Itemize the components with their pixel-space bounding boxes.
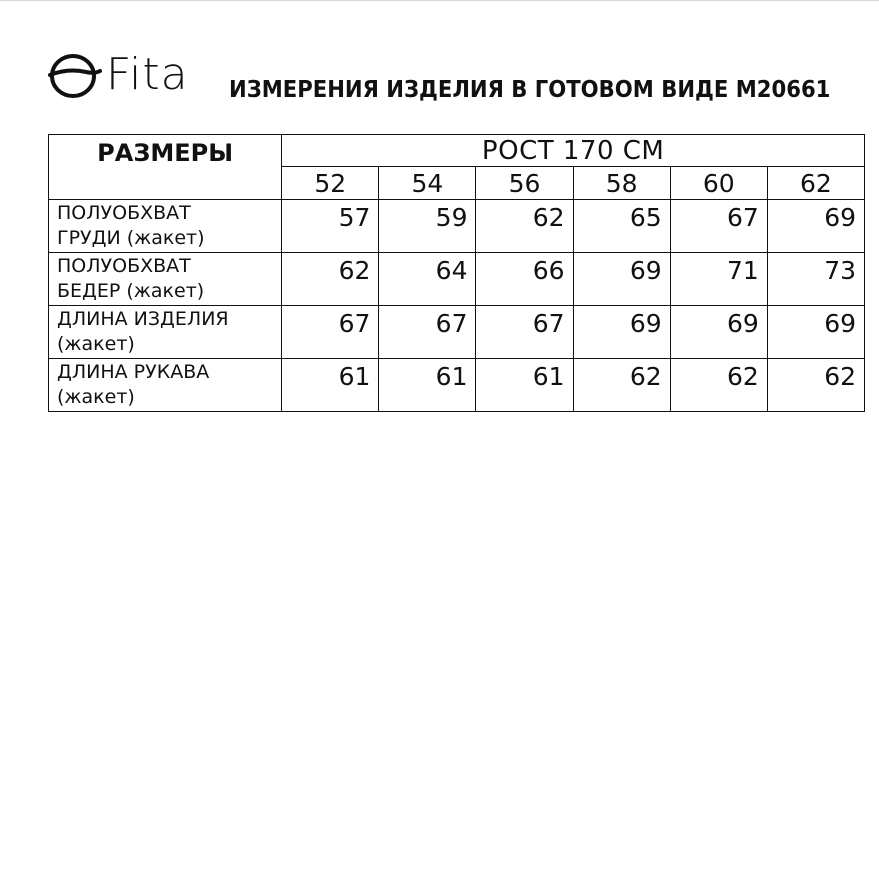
- value-cell: 67: [670, 200, 767, 253]
- row-label-line: ПОЛУОБХВАТ: [57, 202, 191, 224]
- value-cell: 65: [573, 200, 670, 253]
- measurements-table: [48, 134, 865, 412]
- row-label-line: ГРУДИ (жакет): [57, 227, 205, 249]
- value-cell: 67: [282, 306, 379, 359]
- value-cell: 66: [476, 253, 573, 306]
- table-row: [49, 253, 865, 306]
- brand-name: Fita: [106, 49, 189, 100]
- value-cell: 69: [670, 306, 767, 359]
- value-cell: 69: [573, 306, 670, 359]
- row-label-line: (жакет): [57, 333, 135, 355]
- row-label: [49, 200, 282, 253]
- header-row: [49, 135, 865, 167]
- row-label-line: ДЛИНА ИЗДЕЛИЯ: [57, 308, 229, 330]
- table-row: [49, 359, 865, 412]
- row-label: [49, 253, 282, 306]
- value-cell: 61: [379, 359, 476, 412]
- value-cell: 64: [379, 253, 476, 306]
- sizes-header: РАЗМЕРЫ: [49, 135, 282, 200]
- value-cell: 67: [476, 306, 573, 359]
- size-cell: 60: [670, 167, 767, 200]
- value-cell: 71: [670, 253, 767, 306]
- value-cell: 59: [379, 200, 476, 253]
- value-cell: 69: [767, 306, 864, 359]
- value-cell: 57: [282, 200, 379, 253]
- document-title: ИЗМЕРЕНИЯ ИЗДЕЛИЯ В ГОТОВОМ ВИДЕ М20661: [229, 77, 831, 103]
- value-cell: 62: [670, 359, 767, 412]
- value-cell: 69: [767, 200, 864, 253]
- value-cell: 67: [379, 306, 476, 359]
- row-label: [49, 359, 282, 412]
- row-label-line: ДЛИНА РУКАВА: [57, 361, 210, 383]
- value-cell: 69: [573, 253, 670, 306]
- row-label: [49, 306, 282, 359]
- size-cell: 58: [573, 167, 670, 200]
- value-cell: 62: [573, 359, 670, 412]
- size-cell: 56: [476, 167, 573, 200]
- value-cell: 73: [767, 253, 864, 306]
- row-label-line: БЕДЕР (жакет): [57, 280, 205, 302]
- table-row: [49, 306, 865, 359]
- value-cell: 62: [767, 359, 864, 412]
- value-cell: 61: [476, 359, 573, 412]
- row-label-line: (жакет): [57, 386, 135, 408]
- height-header: РОСТ 170 СМ: [282, 135, 865, 167]
- value-cell: 62: [282, 253, 379, 306]
- value-cell: 62: [476, 200, 573, 253]
- brand-logo: [48, 49, 193, 102]
- row-label-line: ПОЛУОБХВАТ: [57, 255, 191, 277]
- top-rule: [0, 0, 879, 1]
- value-cell: 61: [282, 359, 379, 412]
- size-cell: 54: [379, 167, 476, 200]
- size-cell: 62: [767, 167, 864, 200]
- size-cell: 52: [282, 167, 379, 200]
- table-row: [49, 200, 865, 253]
- fita-theta-icon: [48, 52, 102, 98]
